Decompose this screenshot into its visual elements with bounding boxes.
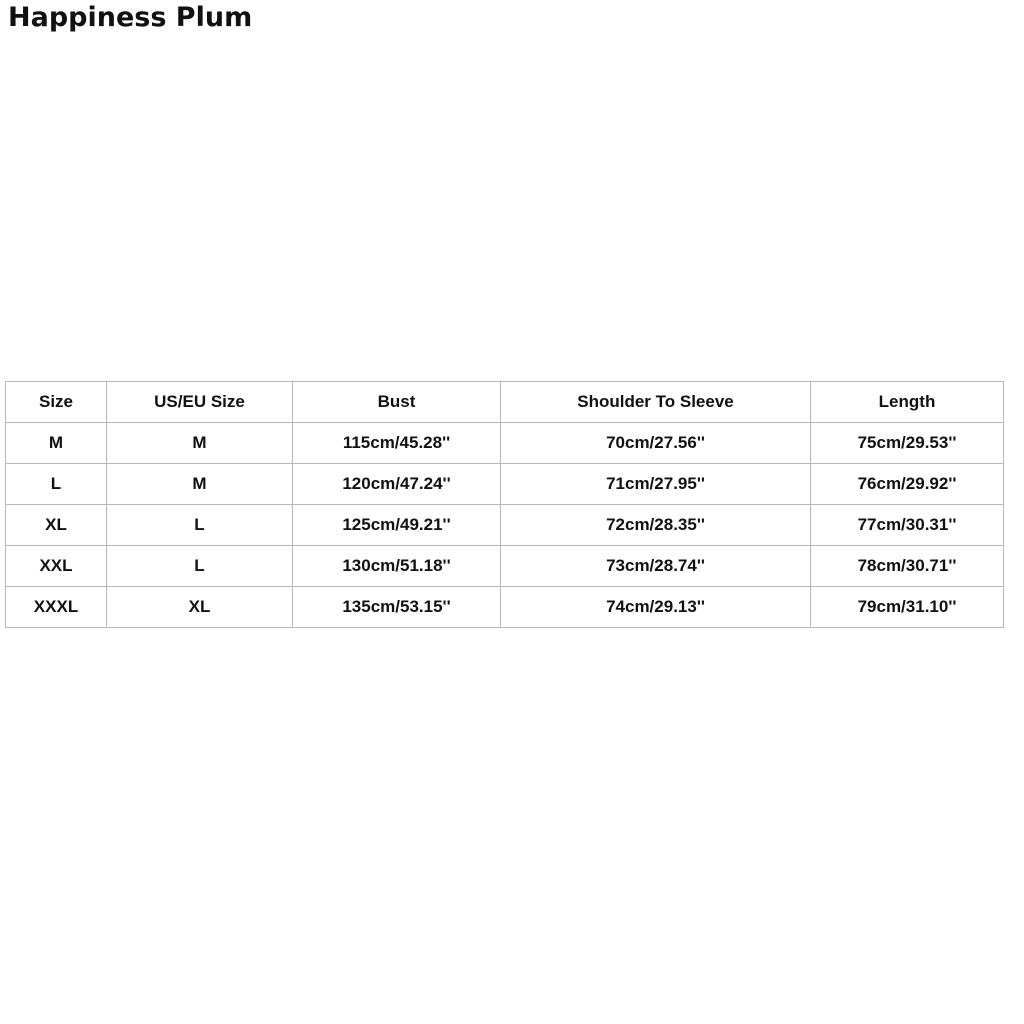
header-shoulder-to-sleeve: Shoulder To Sleeve [501, 382, 811, 423]
cell-shoulder-to-sleeve: 72cm/28.35'' [501, 505, 811, 546]
header-bust: Bust [293, 382, 501, 423]
cell-size: M [6, 423, 107, 464]
table-row [6, 464, 1004, 505]
table-row [6, 587, 1004, 628]
cell-shoulder-to-sleeve: 71cm/27.95'' [501, 464, 811, 505]
table-row [6, 505, 1004, 546]
cell-bust: 125cm/49.21'' [293, 505, 501, 546]
cell-us-eu-size: L [107, 505, 293, 546]
table-header-row [6, 382, 1004, 423]
cell-size: XXL [6, 546, 107, 587]
table-row [6, 546, 1004, 587]
size-chart-table [5, 381, 1004, 628]
cell-shoulder-to-sleeve: 70cm/27.56'' [501, 423, 811, 464]
cell-us-eu-size: M [107, 464, 293, 505]
cell-length: 76cm/29.92'' [811, 464, 1004, 505]
cell-size: L [6, 464, 107, 505]
header-size: Size [6, 382, 107, 423]
table-row [6, 423, 1004, 464]
cell-bust: 130cm/51.18'' [293, 546, 501, 587]
cell-length: 79cm/31.10'' [811, 587, 1004, 628]
cell-us-eu-size: L [107, 546, 293, 587]
cell-us-eu-size: XL [107, 587, 293, 628]
header-length: Length [811, 382, 1004, 423]
cell-shoulder-to-sleeve: 74cm/29.13'' [501, 587, 811, 628]
brand-title: Happiness Plum [8, 2, 253, 33]
cell-bust: 120cm/47.24'' [293, 464, 501, 505]
cell-bust: 135cm/53.15'' [293, 587, 501, 628]
header-us-eu-size: US/EU Size [107, 382, 293, 423]
cell-size: XL [6, 505, 107, 546]
cell-length: 77cm/30.31'' [811, 505, 1004, 546]
cell-shoulder-to-sleeve: 73cm/28.74'' [501, 546, 811, 587]
cell-length: 75cm/29.53'' [811, 423, 1004, 464]
cell-length: 78cm/30.71'' [811, 546, 1004, 587]
cell-size: XXXL [6, 587, 107, 628]
cell-us-eu-size: M [107, 423, 293, 464]
cell-bust: 115cm/45.28'' [293, 423, 501, 464]
